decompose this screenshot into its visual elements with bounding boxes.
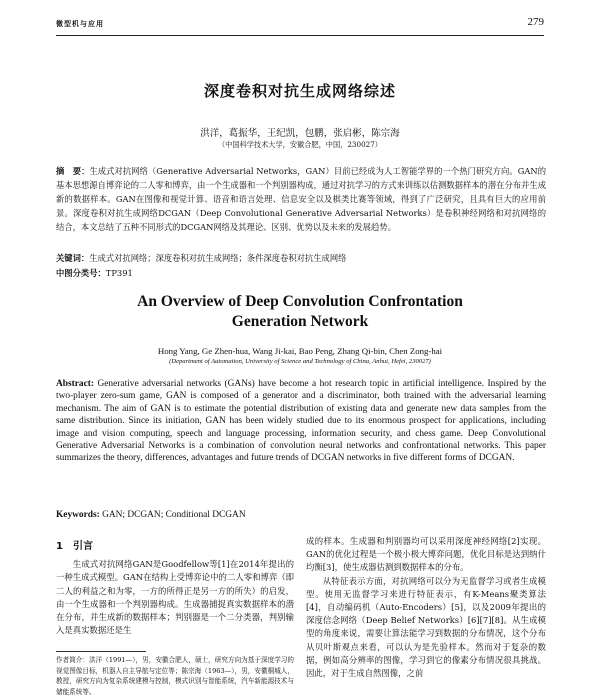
- keywords-chinese-label: 关键词：: [56, 253, 90, 263]
- abstract-english-text: Generative adversarial networks (GANs) have become a hot research topic in artificial intelligence. Inspired by the two-player zero-sum game, GAN is composed of a generator and a discriminator, both trained with the adversarial learning mechanism. The aim of GAN is to estimate the potential distribution of existing data and generate new data samples from the same distribution. Since its initiation, GAN has been widely studied due to its enormous prospect for applications, including image and vision computing, speech and language processing, information security, and chess game. Deep Convolutional Generative Adversarial Networks is a combination of convolution neural networks and confrontational networks. This paper summarizes the theory, differences, advantages and future trends of DCGAN networks in five different forms of DCGAN.: [56, 379, 547, 464]
- authors-chinese: 洪洋，葛振华，王纪凯，包鹏，张启彬，陈宗海: [200, 128, 400, 139]
- keywords-chinese: [56, 252, 546, 264]
- abstract-chinese-text: 生成式对抗网络（Generative Adversarial Networks，GAN）目前已经成为人工智能学界的一个热门研究方向。GAN的基本思想源自博弈论的二人零和博弈，由一个生成器和一个判别器构成，通过对抗学习的方式来训练以估测数据样本的潜在分布并生成新的数据样本。GAN在图像和视觉计算、语音和语言处理、信息安全以及棋类比赛等领域，得到了广泛研究，且具有巨大的应用前景。深度卷积对抗生成网络DCGAN（Deep Convolutional Generative Adversarial Networks）是卷积神经网络和对抗网络的结合，本文总结了五种不同形式的DCGAN网络及其理论、区别、优势以及未来的发展趋势。: [56, 166, 546, 232]
- title-english: [0, 292, 600, 332]
- affiliation-english: (Department of Automation, University of Science and Technology of China, Anhui, Hefei, 230027): [169, 358, 431, 365]
- title-chinese: 深度卷积对抗生成网络综述: [203, 82, 396, 100]
- abstract-chinese: [56, 164, 546, 234]
- left-column: [56, 540, 294, 637]
- right-column: [306, 535, 546, 680]
- classification-code: TP391: [105, 268, 133, 278]
- abstract-chinese-label: 摘 要：: [56, 166, 90, 176]
- header-rule: [56, 35, 544, 36]
- keywords-chinese-text: 生成式对抗网络；深度卷积对抗生成网络；条件深度卷积对抗生成网络: [89, 253, 347, 263]
- footnote-rule: [56, 651, 146, 652]
- affiliation-chinese: （中国科学技术大学，安徽合肥，中国，230027）: [217, 140, 382, 149]
- right-paragraph-2: 从特征表示方面，对抗网络可以分为无监督学习或者生成模型。使用无监督学习来进行特征表示，有K-Means聚类算法[4]，自动编码机（Auto-Encoders）[5]，以及2009年提出的深度信念网络（Deep Belief Networks）[6][7][8]。从生成模型的角度来说，需要让算法能学习到数据的分布情况，这个分布从贝叶斯观点来看，可以认为是先验样本。然而对于复杂的数据，例如高分辨率的图像，学习到它的像素分布情况很具挑战。因此，对于生成自然图像，之前: [306, 575, 546, 679]
- title-english-line1: An Overview of Deep Convolution Confrontation: [137, 293, 463, 310]
- abstract-english: [56, 378, 546, 465]
- author-footnote: 作者简介：洪洋（1991—），男，安徽合肥人，硕士，研究方向为基于深度学习的视觉图像目标，机器人自主导航与定位等；陈宗海（1963—），男，安徽桐城人，教授，研究方向为复杂系统建模与控制，模式识别与智能系统，汽车新能源技术与储能系统等。: [56, 656, 294, 696]
- keywords-english-text: GAN; DCGAN; Conditional DCGAN: [102, 510, 246, 520]
- abstract-english-label: Abstract:: [56, 379, 95, 389]
- section-heading: [56, 540, 294, 553]
- section-title: 引言: [72, 541, 93, 552]
- running-head: 微型机与应用: [56, 19, 104, 28]
- classification-chinese: [56, 267, 546, 279]
- classification-label: 中图分类号：: [56, 268, 106, 278]
- keywords-english: [56, 510, 546, 520]
- right-paragraph-1: 成的样本。生成器和判别器均可以采用深度神经网络[2]实现。GAN的优化过程是一个极小极大博弈问题，优化目标是达到纳什均衡[3]，使生成器估测到数据样本的分布。: [306, 536, 546, 573]
- authors-english: Hong Yang, Ge Zhen-hua, Wang Ji-kai, Bao Peng, Zhang Qi-bin, Chen Zong-hai: [157, 346, 443, 356]
- keywords-english-label: Keywords:: [56, 510, 100, 520]
- page-number: 279: [527, 16, 544, 28]
- title-english-line2: Generation Network: [231, 313, 369, 330]
- section-number: 1: [56, 541, 63, 552]
- intro-paragraph: 生成式对抗网络GAN是Goodfellow等[1]在2014年提出的一种生成式模型。GAN在结构上受博弈论中的二人零和博弈（即二人的利益之和为零，一方的所得正是另一方的所失）的启发，由一个生成器和一个判别器构成。生成器捕捉真实数据样本的潜在分布，并生成新的数据样本；判别器是一个二分类器，判别输入是真实数据还是生: [56, 559, 294, 636]
